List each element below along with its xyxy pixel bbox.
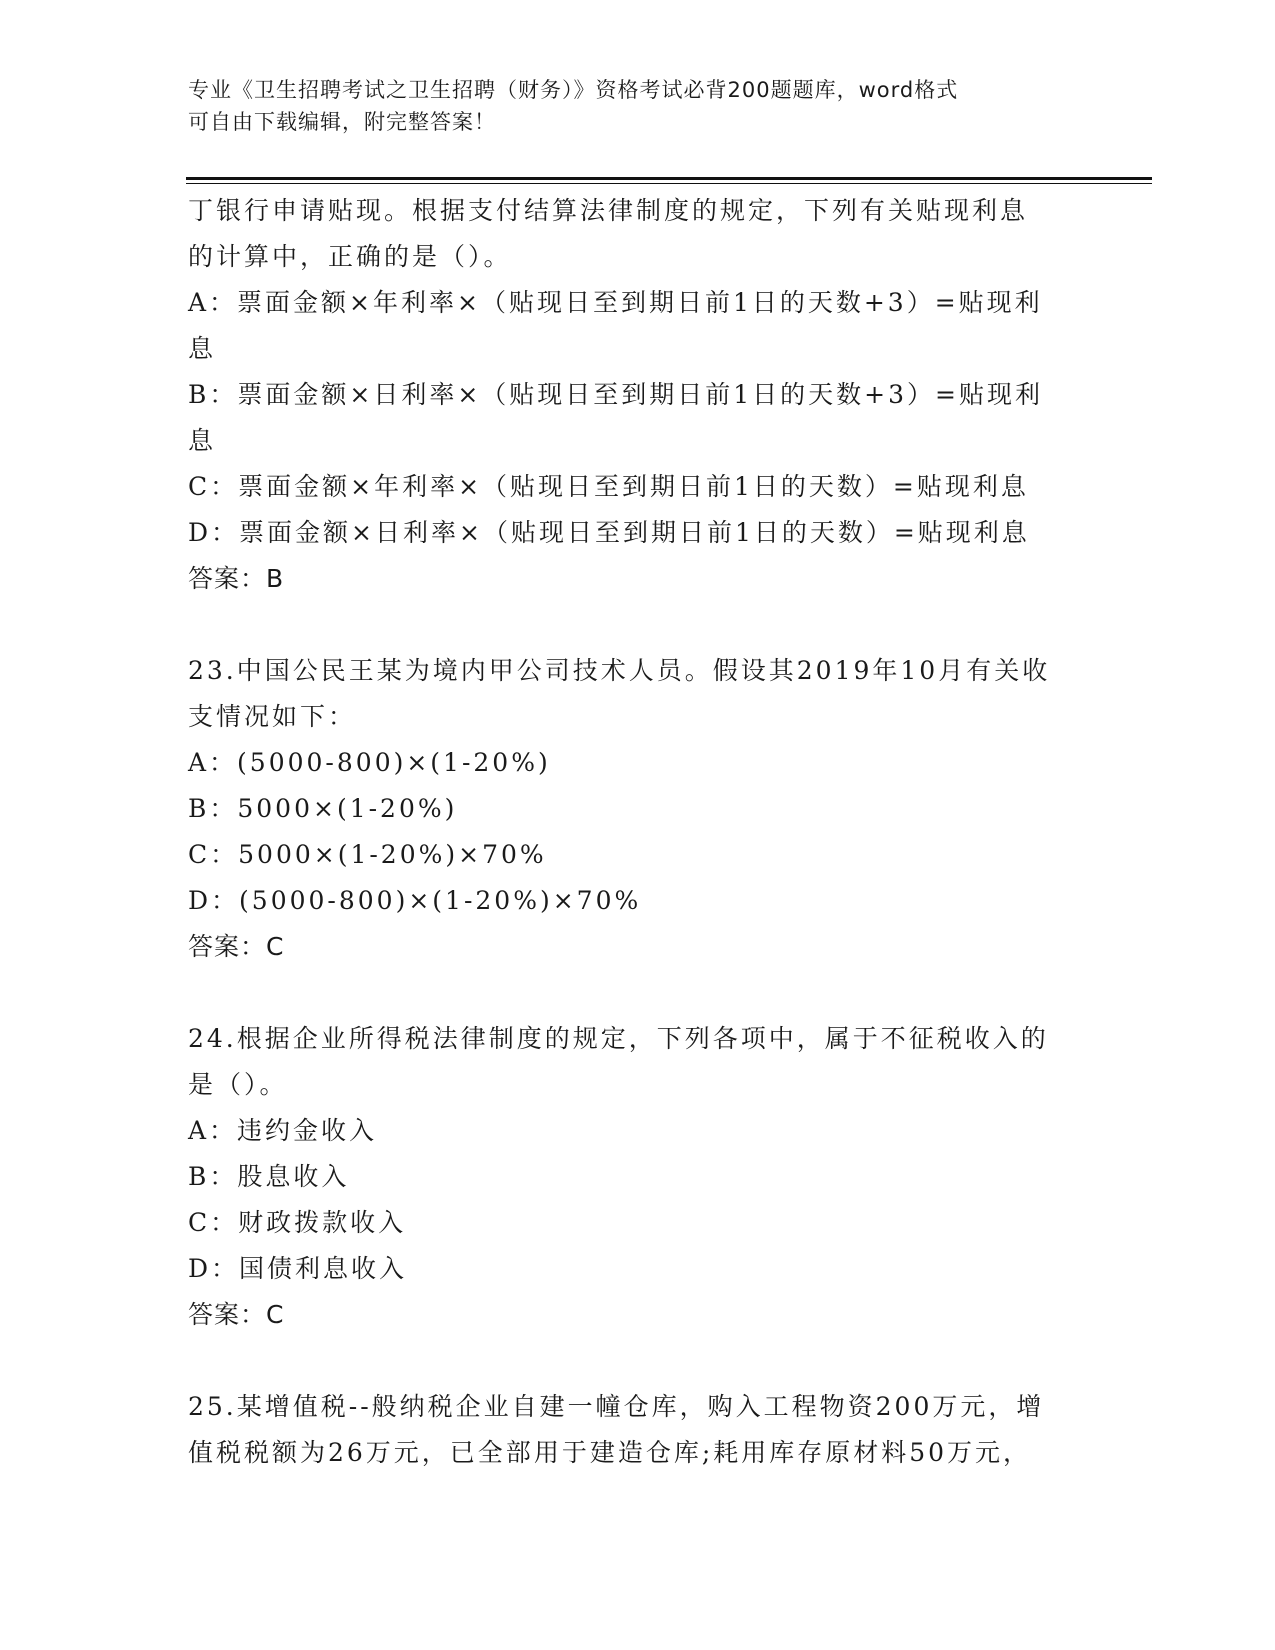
option-a: A：(5000-800)×(1-20%) xyxy=(188,748,551,777)
question-24 xyxy=(188,1016,1088,1338)
answer: 答案：C xyxy=(188,1300,285,1329)
header-line-1: 专业《卫生招聘考试之卫生招聘（财务）》资格考试必背200题题库，word格式 xyxy=(188,78,959,102)
option-d: D：(5000-800)×(1-20%)×70% xyxy=(188,886,642,915)
question-stem: 丁银行申请贴现。根据支付结算法律制度的规定，下列有关贴现利息 xyxy=(188,196,1029,225)
option-a-continued: 息 xyxy=(188,334,217,363)
option-d: D：国债利息收入 xyxy=(188,1254,408,1283)
option-d: D：票面金额×日利率×（贴现日至到期日前1日的天数）=贴现利息 xyxy=(188,518,1030,547)
option-b: B：股息收入 xyxy=(188,1162,350,1191)
option-b-continued: 息 xyxy=(188,426,217,455)
header-divider-thick xyxy=(186,177,1152,180)
question-23 xyxy=(188,648,1088,970)
document-body xyxy=(188,188,1088,1476)
option-c: C：财政拨款收入 xyxy=(188,1208,407,1237)
answer: 答案：B xyxy=(188,564,285,593)
question-22 xyxy=(188,188,1088,602)
answer: 答案：C xyxy=(188,932,285,961)
option-c: C：票面金额×年利率×（贴现日至到期日前1日的天数）=贴现利息 xyxy=(188,472,1029,501)
option-b: B：5000×(1-20%) xyxy=(188,794,458,823)
question-stem: 24.根据企业所得税法律制度的规定，下列各项中，属于不征税收入的 xyxy=(188,1024,1049,1053)
spacer xyxy=(188,602,1088,648)
header-line-2: 可自由下载编辑，附完整答案！ xyxy=(188,110,496,134)
option-c: C：5000×(1-20%)×70% xyxy=(188,840,547,869)
question-stem: 23.中国公民王某为境内甲公司技术人员。假设其2019年10月有关收 xyxy=(188,656,1051,685)
question-stem: 25.某增值税--般纳税企业自建一幢仓库，购入工程物资200万元，增 xyxy=(188,1392,1045,1421)
question-stem: 是（）。 xyxy=(188,1070,288,1099)
question-stem: 的计算中，正确的是（）。 xyxy=(188,242,512,271)
question-stem: 支情况如下： xyxy=(188,702,357,731)
question-25 xyxy=(188,1384,1088,1476)
spacer xyxy=(188,1338,1088,1384)
question-stem: 值税税额为26万元，已全部用于建造仓库;耗用库存原材料50万元， xyxy=(188,1438,1032,1467)
spacer xyxy=(188,970,1088,1016)
option-b: B：票面金额×日利率×（贴现日至到期日前1日的天数+3）=贴现利 xyxy=(188,380,1043,409)
option-a: A：票面金额×年利率×（贴现日至到期日前1日的天数+3）=贴现利 xyxy=(188,288,1043,317)
document-header xyxy=(188,74,1068,138)
option-a: A：违约金收入 xyxy=(188,1116,378,1145)
header-divider-thin xyxy=(186,183,1152,184)
